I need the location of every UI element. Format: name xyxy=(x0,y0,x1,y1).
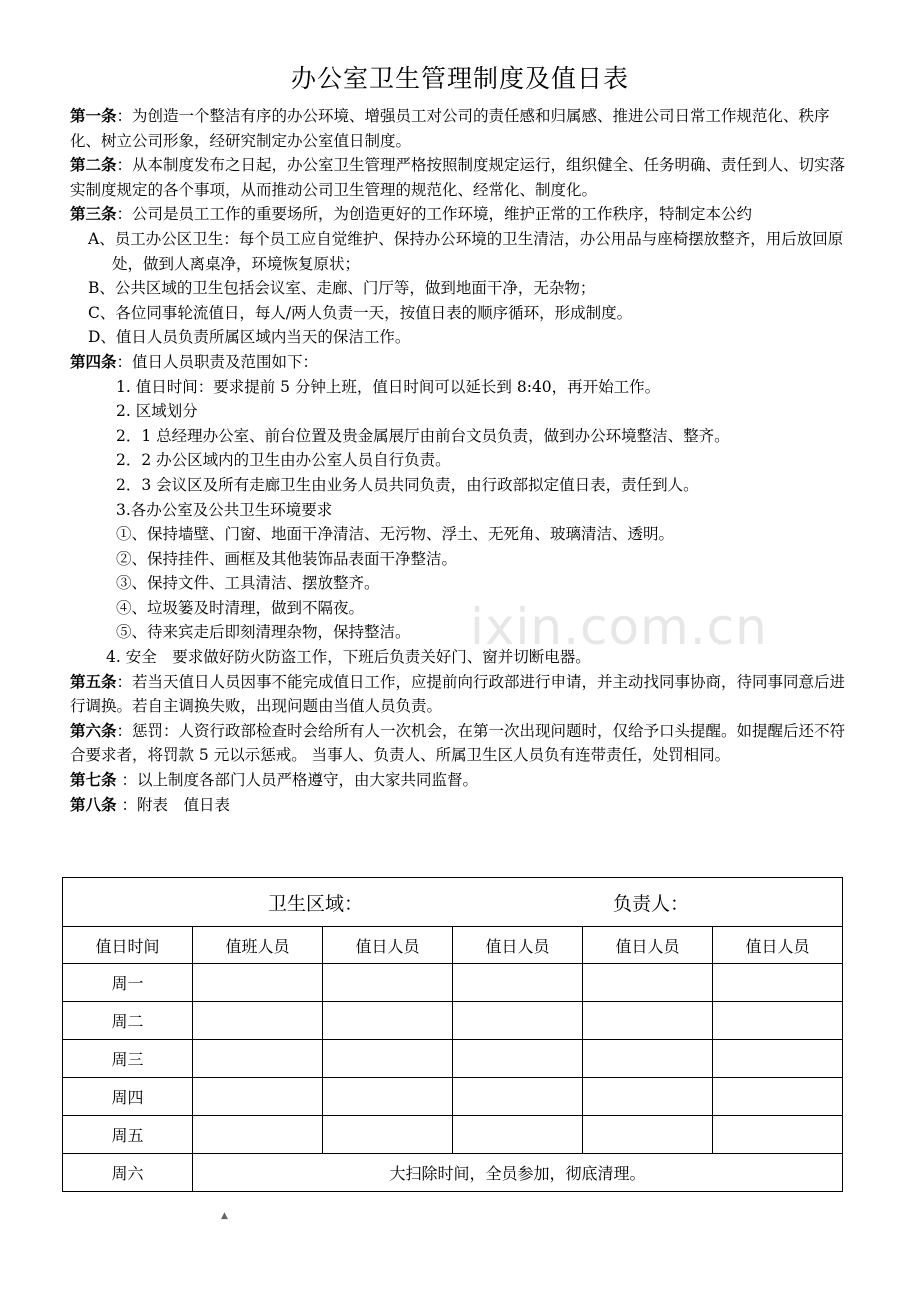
column-header: 值班人员 xyxy=(193,927,323,964)
article-4-item: ①、保持墙壁、门窗、地面干净清洁、无污物、浮土、无死角、玻璃清洁、透明。 xyxy=(116,525,675,544)
article-3-item-c: C、各位同事轮流值日，每人/两人负责一天，按值日表的顺序循环，形成制度。 xyxy=(88,303,633,322)
column-header: 值日人员 xyxy=(583,927,713,964)
empty-cell xyxy=(453,1116,583,1154)
empty-cell xyxy=(193,1116,323,1154)
article-1 xyxy=(70,104,850,153)
empty-cell xyxy=(323,1040,453,1078)
article-4-item: 3.各办公室及公共卫生环境要求 xyxy=(116,500,333,519)
day-cell: 周四 xyxy=(63,1078,193,1116)
article-label: 第六条 xyxy=(70,720,117,740)
empty-cell xyxy=(193,1040,323,1078)
small-mark-icon: ▲ xyxy=(221,1211,228,1221)
empty-cell xyxy=(453,1040,583,1078)
empty-cell xyxy=(713,1116,843,1154)
empty-cell xyxy=(713,1078,843,1116)
empty-cell xyxy=(583,1078,713,1116)
article-label: 第三条 xyxy=(70,204,117,224)
article-label: 第四条 xyxy=(70,351,117,371)
empty-cell xyxy=(193,1002,323,1040)
article-3 xyxy=(70,202,850,227)
article-4-item: ⑤、待来宾走后即刻清理杂物，保持整洁。 xyxy=(116,623,411,642)
day-cell: 周一 xyxy=(63,964,193,1002)
table-column-row xyxy=(63,927,843,964)
article-label: 第二条 xyxy=(70,155,117,175)
article-4-item: ②、保持挂件、画框及其他装饰品表面干净整洁。 xyxy=(116,549,458,568)
table-header-cell xyxy=(63,878,843,927)
article-text: ：以上制度各部门人员严格遵守，由大家共同监督。 xyxy=(116,771,478,790)
empty-cell xyxy=(583,1116,713,1154)
empty-cell xyxy=(713,1002,843,1040)
article-3-item-d: D、值日人员负责所属区域内当天的保洁工作。 xyxy=(88,328,411,347)
article-text: ：从本制度发布之日起，办公室卫生管理严格按照制度规定运行，组织健全、任务明确、责任到人、切实落实制度规定的各个事项，从而推动公司卫生管理的规范化、经常化、制度化。 xyxy=(70,156,846,199)
day-cell: 周六 xyxy=(63,1154,193,1192)
saturday-note: 大扫除时间，全员参加，彻底清理。 xyxy=(193,1154,843,1192)
article-label: 第一条 xyxy=(70,106,117,125)
empty-cell xyxy=(583,1002,713,1040)
article-label: 第五条 xyxy=(70,671,117,691)
article-3-item-a: A、员工办公区卫生：每个员工应自觉维护、保持办公环境的卫生清洁，办公用品与座椅摆放整齐，用后放回原处，做到人离桌净，环境恢复原状； xyxy=(88,229,844,273)
article-2 xyxy=(70,153,850,202)
article-4-item: ③、保持文件、工具清洁、摆放整齐。 xyxy=(116,574,380,593)
article-4-safety: 4. 安全 要求做好防火防盗工作，下班后负责关好门、窗并切断电器。 xyxy=(106,648,591,667)
article-text: ：为创造一个整洁有序的办公环境、增强员工对公司的责任感和归属感、推进公司日常工作规范化、秩序化、树立公司形象，经研究制定办公室值日制度。 xyxy=(70,107,830,150)
empty-cell xyxy=(453,1078,583,1116)
empty-cell xyxy=(583,964,713,1002)
article-6 xyxy=(70,719,850,768)
day-cell: 周二 xyxy=(63,1002,193,1040)
day-cell: 周五 xyxy=(63,1116,193,1154)
duty-table xyxy=(62,877,843,1192)
article-4-item: 1. 值日时间：要求提前 5 分钟上班，值日时间可以延长到 8:40，再开始工作。 xyxy=(116,377,661,396)
article-text: ：惩罚：人资行政部检查时会给所有人一次机会，在第一次出现问题时，仅给予口头提醒。如提醒后还不符合要求者，将罚款 5 元以示惩戒。 当事人、负责人、所属卫生区人员负有连带责任，处罚相同。 xyxy=(70,721,846,765)
article-5 xyxy=(70,670,850,719)
empty-cell xyxy=(323,1116,453,1154)
article-3-item-b: B、公共区域的卫生包括会议室、走廊、门厅等，做到地面干净，无杂物； xyxy=(88,279,596,298)
responsible-label: 负责人： xyxy=(613,892,690,915)
article-text: ：值日人员职责及范围如下： xyxy=(116,352,319,371)
article-4-item: 2．1 总经理办公室、前台位置及贵金属展厅由前台文员负责，做到办公环境整洁、整齐。 xyxy=(116,426,730,445)
empty-cell xyxy=(323,964,453,1002)
empty-cell xyxy=(323,1078,453,1116)
empty-cell xyxy=(193,964,323,1002)
table-row xyxy=(63,964,843,1002)
article-label: 第七条 xyxy=(70,770,117,790)
table-row-saturday xyxy=(63,1154,843,1192)
column-header: 值日人员 xyxy=(323,927,453,964)
document-title: 办公室卫生管理制度及值日表 xyxy=(290,64,629,93)
article-text: ：附表 值日表 xyxy=(116,795,230,814)
day-cell: 周三 xyxy=(63,1040,193,1078)
article-text: ：若当天值日人员因事不能完成值日工作，应提前向行政部进行申请，并主动找同事协商，待同事同意后进行调换。若自主调换失败，出现问题由当值人员负责。 xyxy=(70,672,846,716)
article-text: ：公司是员工工作的重要场所，为创造更好的工作环境，维护正常的工作秩序，特制定本公约 xyxy=(116,205,753,224)
regulation-body xyxy=(70,104,850,817)
article-4 xyxy=(70,350,850,375)
area-label: 卫生区域： xyxy=(268,892,364,915)
watermark: ixin.com.cn xyxy=(470,598,768,656)
article-4-item: ④、垃圾篓及时清理，做到不隔夜。 xyxy=(116,598,365,617)
article-7 xyxy=(70,768,850,793)
article-label: 第八条 xyxy=(70,794,117,814)
table-row xyxy=(63,1078,843,1116)
article-4-item: 2．2 办公区域内的卫生由办公室人员自行负责。 xyxy=(116,451,451,470)
column-header: 值日人员 xyxy=(713,927,843,964)
column-header: 值日人员 xyxy=(453,927,583,964)
table-row xyxy=(63,1002,843,1040)
empty-cell xyxy=(713,964,843,1002)
article-4-item: 2. 区域划分 xyxy=(116,402,198,421)
empty-cell xyxy=(713,1040,843,1078)
column-header: 值日时间 xyxy=(63,927,193,964)
table-row xyxy=(63,1040,843,1078)
article-4-item: 2．3 会议区及所有走廊卫生由业务人员共同负责，由行政部拟定值日表，责任到人。 xyxy=(116,475,699,494)
table-row xyxy=(63,1116,843,1154)
empty-cell xyxy=(453,964,583,1002)
empty-cell xyxy=(583,1040,713,1078)
empty-cell xyxy=(193,1078,323,1116)
table-header-row xyxy=(63,878,843,927)
empty-cell xyxy=(453,1002,583,1040)
empty-cell xyxy=(323,1002,453,1040)
article-8 xyxy=(70,793,850,818)
